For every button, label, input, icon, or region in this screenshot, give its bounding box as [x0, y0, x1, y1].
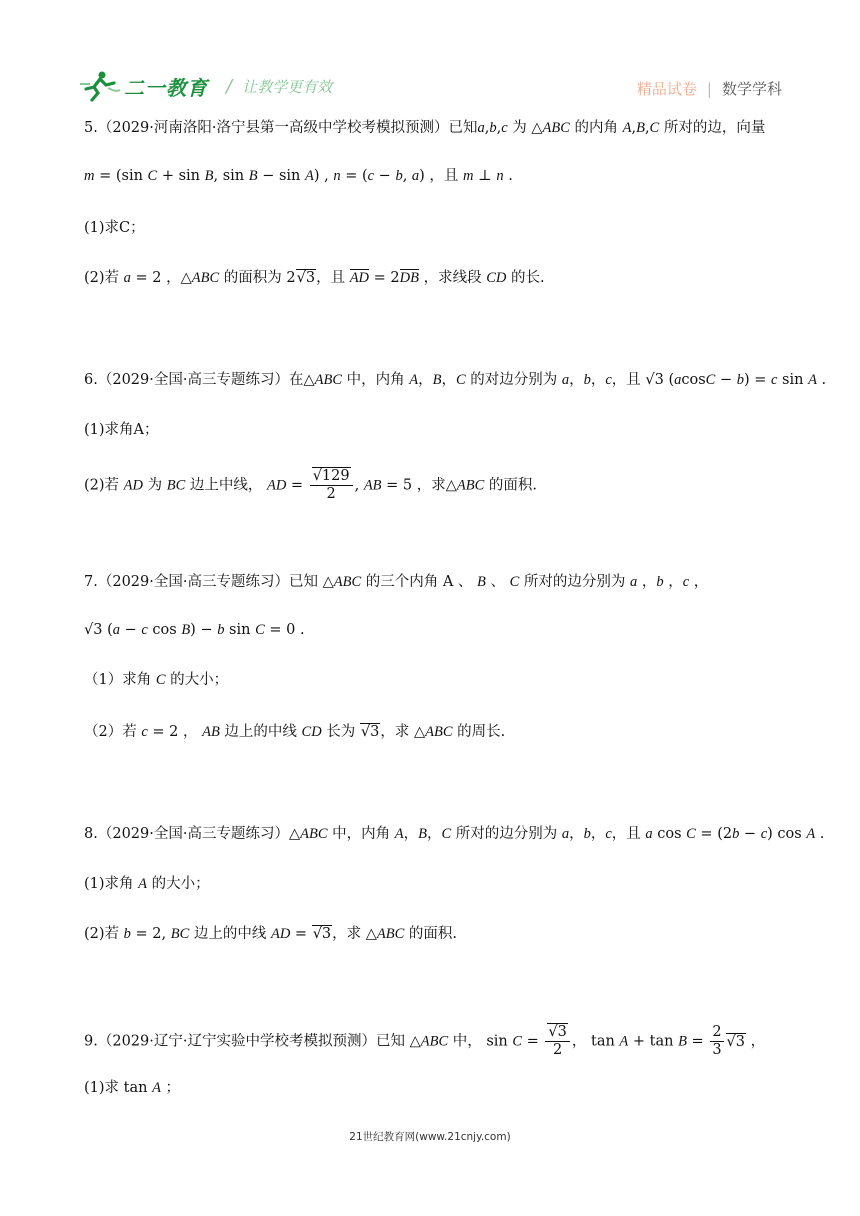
problem-7-line-1: 7.（2029·全国·高三专题练习）已知 △ABC 的三个内角 A 、 B 、 C 所对的边分别为 a ，b ，c ， — [84, 574, 709, 590]
runner-logo-icon — [78, 70, 122, 102]
problem-7-line-2: √3 (a − c cos B) − b sin C = 0 . — [84, 622, 305, 638]
problem-source: （2029·全国·高三专题练习） — [97, 372, 289, 388]
problem-5-line-1: 5.（2029·河南洛阳·洛宁县第一高级中学校考模拟预测）已知a,b,c 为 △ABC 的内角 A,B,C 所对的边，向量 — [84, 120, 766, 136]
logo — [78, 70, 332, 102]
problem-9-part-1: (1)求 tan A ； — [84, 1080, 181, 1096]
problem-8-part-1: (1)求角 A 的大小； — [84, 876, 210, 892]
problem-6-part-1: (1)求角A； — [84, 422, 159, 438]
header-divider-slash: / — [226, 75, 233, 97]
problem-number: 6. — [84, 372, 98, 388]
problem-7-part-2: （2）若 c = 2 ， AB 边上的中线 CD 长为 √3，求 △ABC 的周长. — [84, 724, 506, 740]
header-label-left: 精品试卷 — [636, 80, 697, 98]
problem-source: （2029·辽宁·辽宁实验中学校考模拟预测） — [97, 1033, 376, 1050]
problem-number: 5. — [84, 120, 98, 136]
problem-6-part-2: (2)若 AD 为 BC 边上中线， AD = $\frac{√129}{2}$ , AB = 5 ，求△ABC 的面积. — [84, 468, 538, 502]
problem-9-line-1: 9.（2029·辽宁·辽宁实验中学校考模拟预测）已知 △ABC 中， sin C = $\frac{√3}{2}$ ， tan A + tan B = $\frac{2}{3}$ √3 ， — [84, 1024, 766, 1058]
problem-source: （2029·全国·高三专题练习） — [97, 574, 289, 590]
header-separator: | — [706, 79, 712, 98]
problem-number: 8. — [84, 826, 98, 842]
page-footer: 21世纪教育网(www.21cnjy.com) — [349, 1131, 511, 1143]
problem-5-line-2: m = (sin C + sin B, sin B − sin A) , n = (c − b, a) ，且 m ⊥ n . — [84, 168, 513, 184]
page-header — [78, 66, 782, 106]
problem-5-part-2: (2)若 a = 2 ，△ABC 的面积为 2√3，且 AD = 2DB ，求线段 CD 的长. — [84, 270, 545, 286]
problem-source: （2029·全国·高三专题练习） — [97, 826, 289, 842]
problem-6-line-1: 6.（2029·全国·高三专题练习）在△ABC 中，内角 A，B，C 的对边分别为 a，b，c，且 √3 (acosC − b) = c sin A . — [84, 372, 827, 388]
header-labels — [637, 78, 782, 99]
problem-8-part-2: (2)若 b = 2, BC 边上的中线 AD = √3，求 △ABC 的面积. — [84, 926, 458, 942]
problem-number: 9. — [84, 1033, 98, 1050]
brand-name: 二一教育 — [124, 75, 208, 100]
problem-5-part-1: (1)求C； — [84, 220, 145, 236]
problem-8-line-1: 8.（2029·全国·高三专题练习）△ABC 中，内角 A，B，C 所对的边分别为 a，b，c，且 a cos C = (2b − c) cos A . — [84, 826, 825, 842]
problem-source: （2029·河南洛阳·洛宁县第一高级中学校考模拟预测） — [97, 120, 449, 136]
problem-7-part-1: （1）求角 C 的大小； — [84, 672, 229, 688]
problem-number: 7. — [84, 574, 98, 590]
header-label-right: 数学学科 — [721, 80, 782, 98]
slogan: 让教学更有效 — [242, 77, 333, 96]
